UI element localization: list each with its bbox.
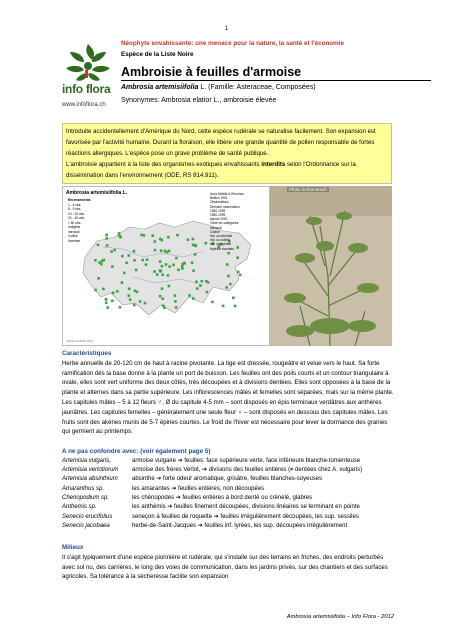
legend2-item: 1950-1999 [210, 208, 226, 213]
legend2-item: Alors Maillet & Recenso [210, 192, 244, 196]
occurrence-dot [183, 262, 186, 265]
occurrence-dot [154, 249, 157, 252]
occurrence-dot [159, 260, 162, 263]
occurrence-dot [142, 259, 145, 262]
document-header [121, 40, 431, 104]
logo-text: info flora [62, 82, 111, 96]
occurrence-dot [165, 263, 168, 266]
occurrence-dot [161, 297, 164, 300]
occurrence-dot [111, 265, 114, 268]
website-link[interactable]: www.infoflora.ch [62, 102, 106, 108]
occurrence-dot [226, 263, 229, 266]
occurrence-dot [167, 236, 170, 239]
occurrence-dot [239, 274, 242, 277]
occurrence-dot [181, 267, 184, 270]
page-title: Ambroisie à feuilles d'armoise [121, 65, 431, 81]
confusion-desc: armoise des frères Verlot, ➔ divisions des feuilles entières (≠ dentées chez A. vulgaris) [132, 467, 363, 474]
occurrence-dot [195, 245, 198, 248]
confusion-row [62, 457, 394, 466]
occurrence-dot [211, 301, 214, 304]
intro-p2-end: selon l'Ordonnance sur la dissémination dans l'environnement (ODE, RS 814.911). [66, 161, 356, 179]
legend-item: Cultivé [68, 234, 78, 238]
occurrence-dot [166, 251, 169, 254]
occurrence-dot [167, 274, 170, 277]
occurrence-dot [191, 261, 194, 264]
occurrence-dot [222, 305, 225, 308]
occurrence-dot [118, 235, 121, 238]
latin-family: L. (Famille: Asteraceae, Composées) [198, 84, 316, 91]
occurrence-dot [135, 269, 138, 272]
occurrence-dot [175, 306, 178, 309]
confusion-species: Senecio jacobaea [62, 522, 110, 529]
confusion-title: A ne pas confondre avec: (voir également page 5) [62, 448, 211, 455]
occurrence-dot [177, 269, 180, 272]
occurrence-dot [195, 281, 198, 284]
map-title: Ambrosia artemisiifolia L. [66, 190, 128, 196]
legend-item: > 50 obs. [68, 220, 82, 225]
plant-photo [270, 186, 392, 346]
confusion-desc: seneçon à feuilles de roquette ➔ feuilles irrégulièrement découpées, les sup. sessiles [132, 513, 359, 520]
occurrence-dot [105, 302, 108, 305]
occurrence-dot [168, 285, 171, 288]
occurrence-dot [128, 288, 131, 291]
occurrence-dot [116, 290, 119, 293]
occurrence-dot [229, 283, 232, 286]
confusion-row [62, 485, 394, 494]
occurrence-dot [188, 294, 191, 297]
occurrence-dot [101, 260, 104, 263]
confusion-section [62, 447, 394, 531]
occurrence-dot [154, 240, 157, 243]
legend2-item: Bellion 1991 [210, 196, 228, 201]
confusion-row [62, 494, 394, 503]
confusion-row [62, 466, 394, 475]
occurrence-dot [234, 305, 237, 308]
legend-item: 1 - 4 obs. [68, 202, 82, 207]
occurrence-dot [125, 262, 128, 265]
confusion-desc: les anthémis ➔ feuilles finement découpées, divisions linéaires se terminant en pointe [132, 504, 360, 511]
milieux-title: Milieux [62, 544, 84, 551]
page-number: 1 [224, 26, 229, 32]
legend2-item: depuis 2000 [210, 217, 228, 222]
occurrence-dot [237, 271, 240, 274]
occurrence-dot [98, 261, 101, 264]
occurrence-dot [146, 258, 149, 261]
milieux-text: Il s'agit typiquement d'une espèce pionnière et rudérale, qui s'installe sur des terrains en friches, des endroits perturbés avec sol nu, des carrières, le long des voies de communication, dans les jardins privés, sur des chantiers et des surfaces agricoles. Sa tolérance à la sécheresse facilite son expansion [62, 553, 388, 581]
confusion-desc: les amarantes ➔ feuilles entières, non découpées [132, 485, 265, 492]
occurrence-dot [205, 242, 208, 245]
confusion-desc: herbe-de-Saint-Jacques ➔ feuilles inf. lyrées, les sup. découpées irrégulièrement [132, 522, 348, 529]
occurrence-dot [118, 232, 121, 235]
occurrence-dot [192, 244, 195, 247]
occurrence-dot [174, 300, 177, 303]
occurrence-dot [199, 284, 202, 287]
occurrence-dot [194, 253, 197, 256]
legend2-item: Cultivé [210, 229, 220, 234]
occurrence-dot [232, 297, 235, 300]
occurrence-dot [205, 280, 208, 283]
occurrence-dot [159, 238, 162, 241]
legend-item: 5 - 9 obs. [68, 207, 82, 211]
legend2-item: Ind. ou hybride [210, 242, 232, 247]
occurrence-dot [113, 249, 116, 252]
occurrence-dot [163, 306, 166, 309]
occurrence-dot [128, 254, 131, 257]
occurrence-dot [102, 288, 105, 291]
occurrence-dot [174, 294, 177, 297]
occurrence-dot [196, 287, 199, 290]
occurrence-dot [106, 306, 109, 309]
occurrence-dot [227, 252, 230, 255]
confusion-desc: les chénopodes ➔ feuilles entières à bord denté ou crénelé, glabres [132, 494, 313, 501]
occurrence-dot [227, 275, 230, 278]
occurrence-dot [121, 255, 124, 258]
confusion-species: Artemisia vulgaris, [62, 457, 112, 464]
occurrence-dot [192, 238, 195, 241]
occurrence-dot [123, 272, 126, 275]
occurrence-dot [110, 250, 113, 253]
occurrence-dot [192, 269, 195, 272]
characteristics-section [62, 349, 394, 437]
confusion-species: Anthemis sp. [62, 504, 97, 511]
confusion-species: Artemisia verlotiorum [62, 467, 119, 474]
occurrence-dot [128, 294, 131, 297]
confusion-species: Chenopodium sp. [62, 494, 110, 501]
latin-binomial: Ambrosia artemisiifolia [121, 84, 199, 91]
legend-item: 20 - 49 obs. [68, 216, 85, 220]
occurrence-dot [192, 297, 195, 300]
occurrence-dot [112, 292, 115, 295]
occurrence-dot [105, 237, 108, 240]
map-legend-2 [210, 192, 244, 251]
occurrence-dot [140, 234, 143, 237]
confusion-desc: armoise vulgaire ➔ feuilles: face supérieure verte, face inférieure blanche-tomenteuse [132, 457, 361, 464]
legend2-item: Observations [210, 200, 229, 205]
confusion-row [62, 475, 394, 484]
occurrence-dot [129, 298, 132, 301]
legend-item: Introduit [68, 229, 80, 234]
confusion-row [62, 522, 394, 531]
intro-p2-bold: interdits [261, 161, 286, 168]
legend2-item: Introduit [210, 225, 222, 230]
occurrence-dot [236, 256, 239, 259]
occurrence-dot [133, 250, 136, 253]
occurrence-dot [119, 306, 122, 309]
occurrence-dot [97, 277, 100, 280]
legend-item: Incertain [68, 238, 81, 243]
characteristics-text: Herbe annuelle de 20-120 cm de haut à racine pivotante. La tige est dressée, rougeâtre et velue vers le haut. Sa forte ramification dès la base donne à la plante un port de buisson. Les feuilles ont des poils courts et un contour triangulaire à ovale, elles sont vert uniforme des deux côtés, très découpées et à divisions dentées. Elles sont opposées à la base de la plante et alternes dans sa partie supérieure. Les inflorescences mâles et femelles sont séparées, mais sur la même plante. Les capitules mâles – 5 à 12 fleurs ♂, Ø du capitule 4-5 mm – sont disposés en épis terminaux verdâtres aux anthères jaunâtres. Les capitules femelles – généralement une seule fleur ♀ – sont disposés en dessous des capitules mâles. Les fruits sont des akènes munis de 5-7 épines courtes. Le froid de l'hiver est nécessaire pour lever la dormance des graines qui germent au printemps. [62, 359, 394, 436]
occurrence-dot [94, 289, 97, 292]
occurrence-dot [161, 274, 164, 277]
occurrence-dot [97, 244, 100, 247]
occurrence-dot [121, 281, 124, 284]
occurrence-dot [133, 304, 136, 307]
occurrence-dot [105, 234, 108, 237]
occurrence-dot [160, 249, 163, 252]
occurrence-dot [176, 234, 179, 237]
latin-name [121, 84, 431, 91]
occurrence-dot [159, 295, 162, 298]
characteristics-title: Caractéristiques [62, 350, 112, 357]
occurrence-dot [225, 286, 228, 289]
legend2-item: 1980-1999 [210, 213, 226, 218]
occurrence-dot [153, 270, 156, 273]
intro-box [62, 123, 392, 184]
occurrence-dot [172, 264, 175, 267]
photo-credit: Photo S.Rometsch [289, 187, 327, 192]
plant-photo-svg [270, 186, 392, 346]
occurrence-dot [106, 244, 109, 247]
milieux-section [62, 543, 394, 582]
header-list-line: Espèce de la Liste Noire [121, 51, 194, 58]
occurrence-dot [152, 234, 155, 237]
occurrence-dot [134, 290, 137, 293]
map-legend [68, 198, 91, 243]
occurrence-dot [161, 287, 164, 290]
occurrence-dot [156, 273, 159, 276]
legend2-item: Hybride incertain [210, 246, 234, 251]
intro-paragraph-2 [66, 159, 388, 181]
occurrence-dot [161, 265, 164, 268]
map-credit: Infoflora/CRSF 2012 [66, 339, 94, 343]
occurrence-dot [133, 259, 136, 262]
legend2-item: Ind. ou cultivé [210, 238, 230, 243]
occurrence-dot [206, 291, 209, 294]
confusion-species: Artemisia absinthium [62, 476, 118, 483]
legend2-item: Ind. ou introduit [210, 234, 232, 239]
occurrence-dot [139, 300, 142, 303]
confusion-list [62, 457, 394, 531]
header-tagline: Néophyte envahissante: une menace pour la nature, la santé et l'économie [121, 40, 345, 47]
legend-item: Indigène [68, 225, 81, 229]
legend2-item: Toute les catégories [210, 221, 239, 226]
legend-title: Recensements [68, 198, 91, 202]
confusion-species: Amaranthus sp. [62, 485, 105, 492]
occurrence-dot [201, 280, 204, 283]
occurrence-dot [105, 298, 108, 301]
occurrence-dot [111, 299, 114, 302]
occurrence-dot [175, 257, 178, 260]
occurrence-dot [94, 259, 97, 262]
legend2-item: Dernière observation [210, 204, 240, 209]
legend-item: 10 - 19 obs. [68, 211, 85, 216]
occurrence-dot [187, 239, 190, 242]
confusion-desc: absinthe ➔ forte odeur aromatique, grisâtre, feuilles blanches-soyeuses [132, 476, 323, 483]
occurrence-dot [143, 234, 146, 237]
confusion-row [62, 503, 394, 512]
occurrence-dot [144, 302, 147, 305]
synonyms: Synonymes: Ambrosia elatior L., ambroisie élevée [121, 97, 277, 104]
intro-p2-start: L'ambroisie appartient à la liste des organismes exotiques envahissants [66, 161, 262, 168]
confusion-row [62, 513, 394, 522]
distribution-map [62, 186, 270, 346]
confusion-species: Senecio erucifolius [62, 513, 113, 520]
occurrence-dot [159, 269, 162, 272]
occurrence-dot [168, 265, 171, 268]
intro-paragraph-1: Introduite accidentellement d'Amérique du Nord, cette espèce rudérale se naturalise facilement. Son expansion est favorisée par l'activité humaine. Durant la floraison, elle libère une grande quantité de pollen responsable de fortes réactions allergiques. L'espèce pose un grave problème de santé publique. [66, 128, 376, 157]
occurrence-dot [145, 263, 148, 266]
footer: Ambrosia artemisiifolia – Info Flora - 2012 [286, 614, 394, 620]
